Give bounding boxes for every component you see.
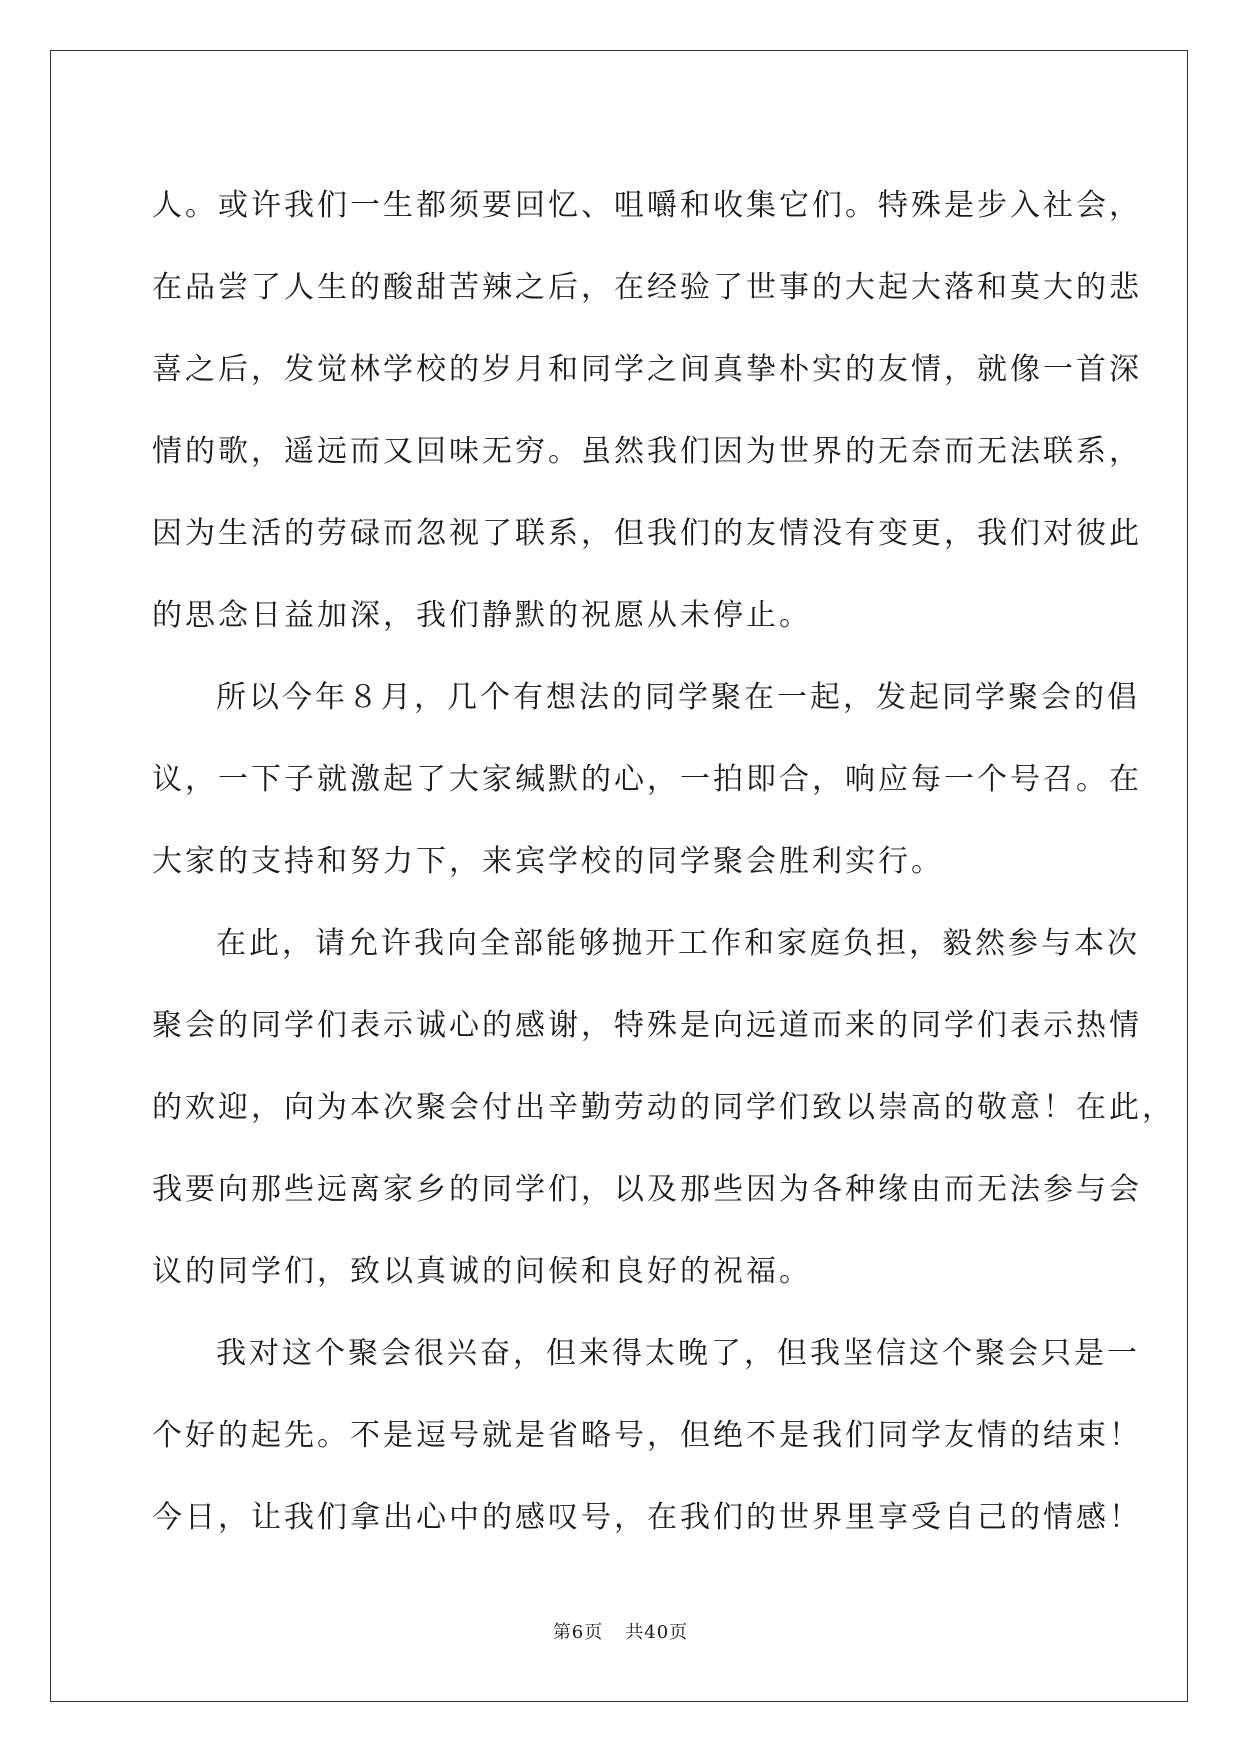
page-total: 共40页	[625, 1622, 689, 1643]
paragraph-line: 今日，让我们拿出心中的感叹号，在我们的世界里享受自己的情感！	[152, 1500, 1142, 1535]
paragraph-line: 的欢迎，向为本次聚会付出辛勤劳动的同学们致以崇高的敬意！在此，	[152, 1090, 1175, 1125]
document-body	[152, 165, 1175, 1559]
page-footer	[0, 1618, 1241, 1644]
paragraph-line: 的思念日益加深，我们静默的祝愿从未停止。	[152, 598, 812, 633]
paragraph-line: 因为生活的劳碌而忽视了联系，但我们的友情没有变更，我们对彼此	[152, 516, 1142, 551]
paragraph-line: 我对这个聚会很兴奋，但来得太晚了，但我坚信这个聚会只是一	[216, 1336, 1140, 1371]
paragraph-line: 我要向那些远离家乡的同学们，以及那些因为各种缘由而无法参与会	[152, 1172, 1142, 1207]
paragraph-line: 喜之后，发觉林学校的岁月和同学之间真挚朴实的友情，就像一首深	[152, 352, 1142, 387]
page-number: 第6页	[552, 1622, 604, 1643]
paragraph-line: 议的同学们，致以真诚的问候和良好的祝福。	[152, 1254, 812, 1289]
paragraph-line: 聚会的同学们表示诚心的感谢，特殊是向远道而来的同学们表示热情	[152, 1008, 1142, 1043]
paragraph-line: 人。或许我们一生都须要回忆、咀嚼和收集它们。特殊是步入社会，	[152, 188, 1142, 223]
paragraph-line: 在品尝了人生的酸甜苦辣之后，在经验了世事的大起大落和莫大的悲	[152, 270, 1142, 305]
paragraph-line: 情的歌，遥远而又回味无穷。虽然我们因为世界的无奈而无法联系，	[152, 434, 1142, 469]
paragraph-line: 所以今年８月，几个有想法的同学聚在一起，发起同学聚会的倡	[216, 680, 1140, 715]
paragraph-line: 个好的起先。不是逗号就是省略号，但绝不是我们同学友情的结束！	[152, 1418, 1142, 1453]
paragraph-line: 议，一下子就激起了大家缄默的心，一拍即合，响应每一个号召。在	[152, 762, 1142, 797]
paragraph-line: 大家的支持和努力下，来宾学校的同学聚会胜利实行。	[152, 844, 944, 879]
paragraph-line: 在此，请允许我向全部能够抛开工作和家庭负担，毅然参与本次	[216, 926, 1140, 961]
